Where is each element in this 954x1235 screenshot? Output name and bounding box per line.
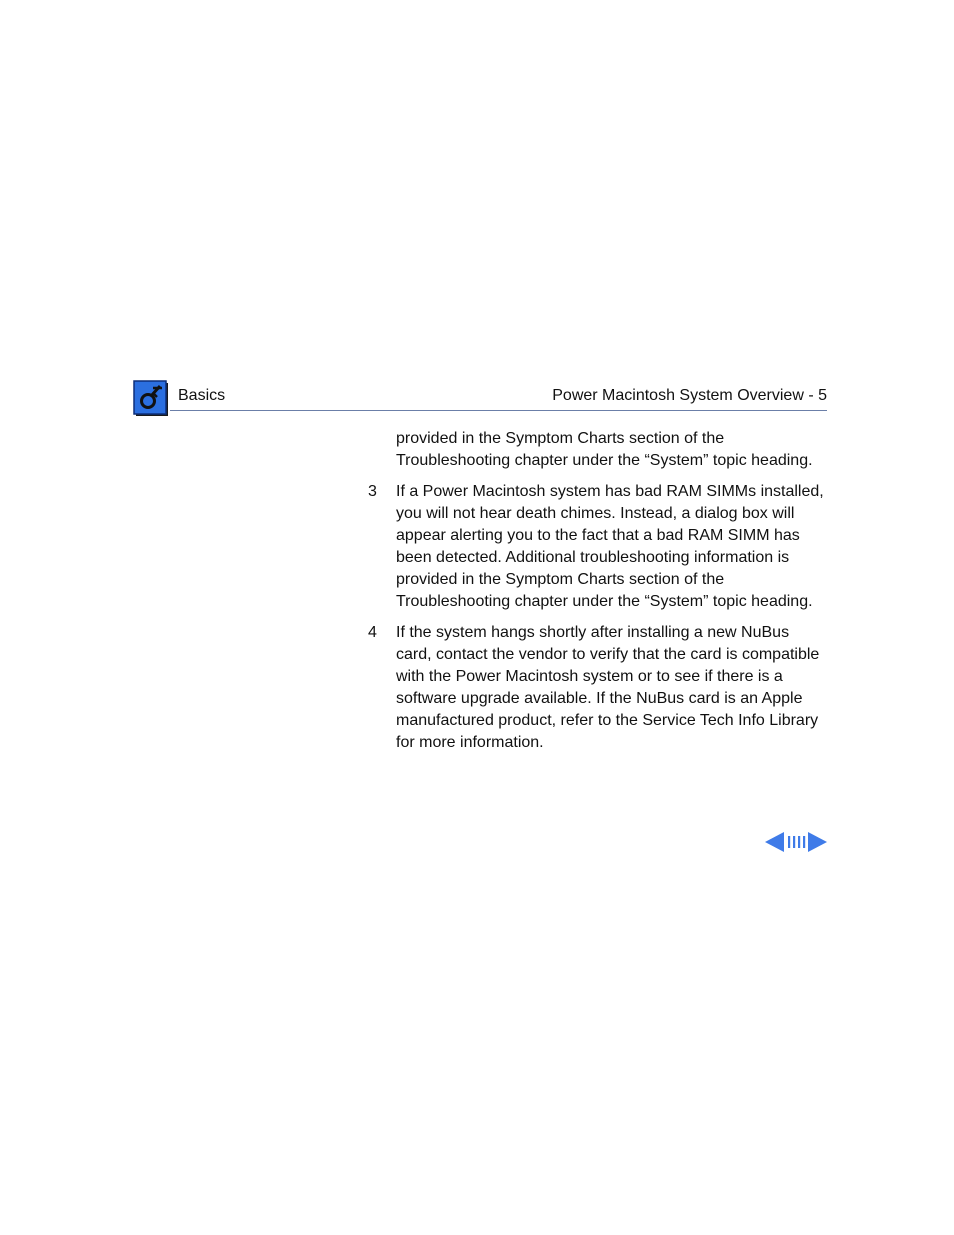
- section-title: Basics: [178, 387, 226, 404]
- page-index-bars-icon[interactable]: [785, 831, 807, 853]
- page-title: Power Macintosh System Overview - 5: [552, 387, 827, 404]
- intro-paragraph: provided in the Symptom Charts section of the Troubleshooting chapter under the “System” topic heading.: [396, 430, 813, 469]
- page-navigation: [765, 831, 827, 853]
- header-divider: [170, 410, 827, 411]
- list-item-text: If a Power Macintosh system has bad RAM SIMMs installed, you will not hear death chimes. Instead, a dialog box will appear alerting you to the fact that a bad RAM SIMM has been detected. Additional troubleshooting information is provided in the Symptom Charts section of the Troubleshooting chapter under the “System” topic heading.: [396, 483, 824, 610]
- list-item-number: 3: [368, 483, 377, 500]
- page-header: [133, 378, 827, 418]
- list-item-3: [368, 481, 828, 613]
- list-item-text: If the system hangs shortly after installing a new NuBus card, contact the vendor to verify that the card is compatible with the Power Macintosh system or to see if there is a software upgrade available. If the NuBus card is an Apple manufactured product, refer to the Service Tech Info Library for more information.: [396, 624, 820, 751]
- apple-service-logo-icon: [133, 380, 170, 418]
- main-content: [368, 428, 828, 763]
- list-item-number: 4: [368, 624, 377, 641]
- previous-page-arrow-icon[interactable]: [765, 831, 785, 853]
- list-item-4: [368, 622, 828, 754]
- next-page-arrow-icon[interactable]: [807, 831, 827, 853]
